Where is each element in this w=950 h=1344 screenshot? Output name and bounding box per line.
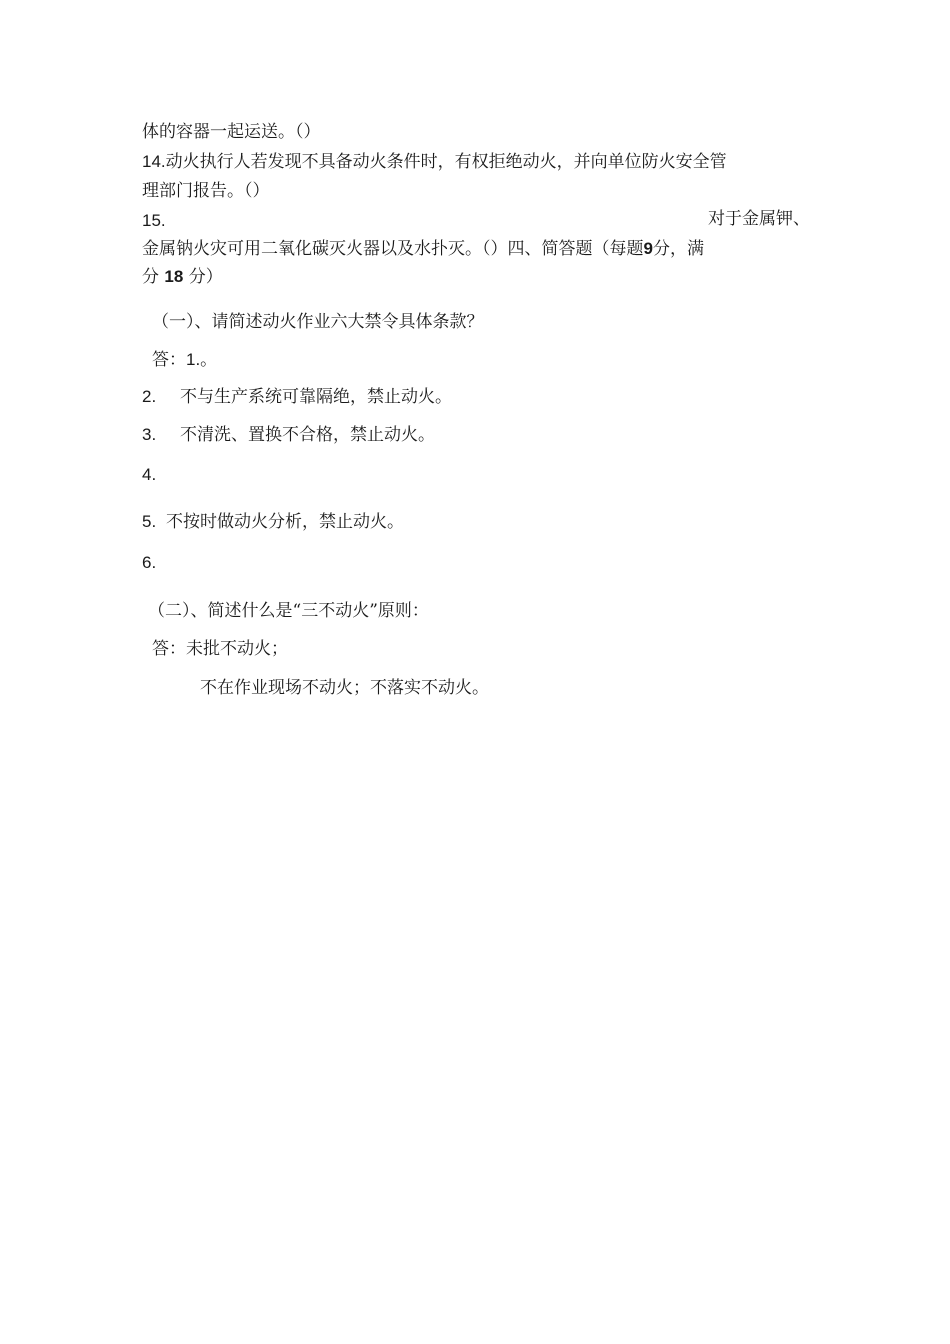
item-number: 4.: [142, 465, 157, 484]
score-each: 9: [643, 239, 653, 258]
item-text: 不按时做动火分析，禁止动火。: [166, 512, 404, 532]
question-14-line2: 理部门报告。（）: [142, 181, 270, 201]
question-15-line3: [142, 266, 223, 288]
score-prefix: 分: [142, 267, 159, 287]
section1-title: （一）、请简述动火作业六大禁令具体条款？: [152, 312, 484, 332]
section2-answer-line2: 不在作业现场不动火；不落实不动火。: [200, 678, 489, 698]
list-item: [142, 464, 156, 486]
question-15-line2: [142, 238, 704, 260]
item-number: 6.: [142, 553, 157, 572]
section1-answer: [152, 349, 217, 371]
section2-title: （二）、简述什么是“三不动火”原则：: [148, 601, 429, 621]
answer-label: 答：: [152, 350, 186, 370]
item-number: 2.: [142, 387, 157, 406]
question-15-number: 15.: [142, 211, 166, 230]
section2-answer: [152, 638, 288, 660]
answer-first-item: 1.。: [186, 350, 218, 369]
list-item: [142, 386, 452, 408]
score-suffix: 分）: [188, 267, 223, 287]
item-number: 5.: [142, 512, 157, 531]
question-15-text: 金属钠火灾可用二氧化碳灭火器以及水扑灭。（）四、简答题（每题: [142, 239, 644, 259]
item-text: 不与生产系统可靠隔绝，禁止动火。: [180, 387, 452, 407]
list-item: [142, 424, 435, 446]
item-text: 不清洗、置换不合格，禁止动火。: [180, 425, 435, 445]
question-14-line1: [142, 151, 727, 173]
question-14-text: 动火执行人若发现不具备动火条件时，有权拒绝动火，并向单位防火安全管: [165, 152, 727, 172]
question-14-number: 14.: [142, 152, 166, 171]
question-15-line1: 对于金属钾、: [708, 209, 810, 229]
list-item: [142, 552, 156, 574]
item-number: 3.: [142, 425, 157, 444]
question-15-tail: 分，满: [652, 239, 704, 259]
answer-line1: 未批不动火；: [186, 639, 288, 659]
score-total: 18: [164, 267, 184, 286]
q13-tail-text: 体的容器一起运送。（）: [142, 122, 321, 142]
answer-label: 答：: [152, 639, 186, 659]
list-item: [142, 511, 404, 533]
